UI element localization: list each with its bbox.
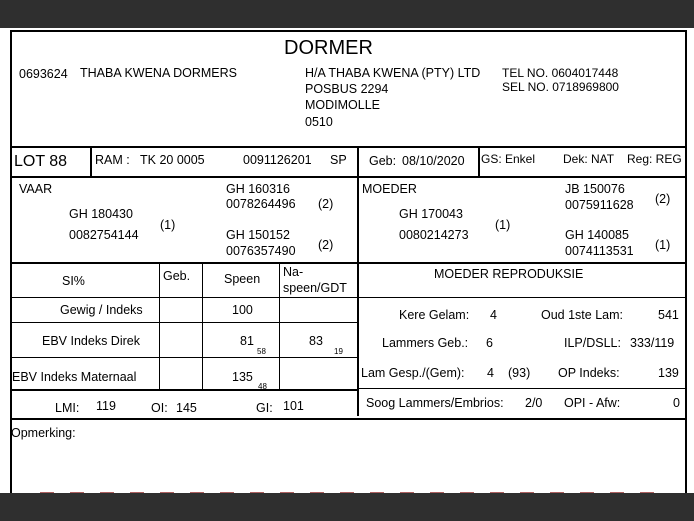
grid-line [10, 357, 358, 358]
gi-label: GI: [256, 401, 273, 415]
dam-sire-id: 0075911628 [565, 198, 634, 212]
grid-line [358, 388, 687, 389]
sire-id: 0082754144 [69, 228, 139, 242]
dam-sire-mark: (2) [655, 192, 671, 206]
sire-label: VAAR [19, 182, 53, 196]
dek-status: Dek: NAT [563, 152, 615, 166]
grid-line [10, 322, 358, 323]
divider [357, 176, 359, 416]
dam-mark: (1) [495, 218, 511, 232]
grid-line [10, 297, 358, 298]
ram-label: RAM : [95, 153, 130, 167]
dam-sire-tag: JB 150076 [565, 182, 625, 196]
speen-accuracy: 48 [258, 382, 267, 391]
dam-tag: GH 170043 [399, 207, 463, 221]
remark-label: Opmerking: [11, 426, 76, 440]
naspeen-value: 83 [309, 334, 323, 348]
divider [10, 389, 358, 391]
sire-mark: (1) [160, 218, 176, 232]
op-label: OP Indeks: [558, 366, 620, 380]
lmi-value: 119 [96, 399, 116, 413]
dam-dam-tag: GH 140085 [565, 228, 629, 242]
speen-accuracy: 58 [257, 347, 266, 356]
ilp-value: 333/119 [630, 336, 675, 350]
dam-id: 0080214273 [399, 228, 469, 242]
speen-value: 81 [240, 334, 254, 348]
gs-status: GS: Enkel [481, 152, 536, 166]
breeder-name: THABA KWENA DORMERS [80, 66, 237, 80]
soog-value: 2/0 [525, 396, 543, 410]
grid-line [202, 263, 203, 389]
row-label: EBV Indeks Maternaal [12, 370, 137, 384]
gi-value: 101 [283, 399, 304, 413]
naspeen-accuracy: 19 [334, 347, 343, 356]
oud-value: 541 [658, 308, 679, 322]
address-line-3: MODIMOLLE [305, 98, 381, 112]
divider [10, 176, 687, 178]
divider [10, 146, 687, 148]
divider [90, 146, 92, 176]
opi-label: OPI - Afw: [564, 396, 621, 410]
kere-label: Kere Gelam: [399, 308, 470, 322]
ram-tag: TK 20 0005 [140, 153, 205, 167]
birth-date: 08/10/2020 [402, 154, 465, 168]
col-naspeen-1: Na- [283, 265, 304, 279]
ilp-label: ILP/DSLL: [564, 336, 621, 350]
address-line-4: 0510 [305, 115, 333, 129]
reg-status: Reg: REG [627, 152, 682, 166]
repro-title: MOEDER REPRODUKSIE [434, 267, 584, 281]
address-line-2: POSBUS 2294 [305, 82, 389, 96]
lammers-value: 6 [486, 336, 493, 350]
dam-dam-id: 0074113531 [565, 244, 634, 258]
col-naspeen-2: speen/GDT [283, 281, 347, 295]
sire-sire-tag: GH 160316 [226, 182, 290, 196]
col-speen: Speen [224, 272, 261, 286]
sire-sire-id: 0078264496 [226, 197, 296, 211]
sire-dam-mark: (2) [318, 238, 334, 252]
lammers-label: Lammers Geb.: [382, 336, 469, 350]
tel-number: TEL NO. 0604017448 [502, 66, 619, 80]
grid-line [159, 263, 160, 389]
ram-id: 0091126201 [243, 153, 312, 167]
dam-dam-mark: (1) [655, 238, 671, 252]
gem-value: (93) [508, 366, 531, 380]
speen-value: 100 [232, 303, 253, 317]
birth-label: Geb: [369, 154, 397, 168]
dam-label: MOEDER [362, 182, 417, 196]
speen-value: 135 [232, 370, 253, 384]
col-si: SI% [62, 274, 85, 288]
opi-value: 0 [673, 396, 680, 410]
divider [10, 262, 687, 264]
divider [478, 146, 480, 176]
bottom-bar [0, 493, 694, 521]
gesp-value: 4 [487, 366, 494, 380]
gesp-label: Lam Gesp./(Gem): [361, 366, 465, 380]
col-geb: Geb. [163, 269, 191, 283]
op-value: 139 [658, 366, 679, 380]
lot-number: LOT 88 [14, 153, 68, 170]
cell-number: SEL NO. 0718969800 [502, 80, 619, 94]
oud-label: Oud 1ste Lam: [541, 308, 623, 322]
divider [357, 146, 359, 176]
address-line-1: H/A THABA KWENA (PTY) LTD [305, 66, 481, 80]
grid-line [358, 297, 687, 298]
sire-tag: GH 180430 [69, 207, 133, 221]
breed-title: DORMER [284, 37, 373, 59]
divider [10, 418, 687, 420]
sire-sire-mark: (2) [318, 197, 334, 211]
lmi-label: LMI: [55, 401, 80, 415]
soog-label: Soog Lammers/Embrios: [366, 396, 504, 410]
row-label: Gewig / Indeks [60, 303, 143, 317]
oi-label: OI: [151, 401, 168, 415]
row-label: EBV Indeks Direk [42, 334, 140, 348]
oi-value: 145 [176, 401, 197, 415]
grid-line [279, 263, 280, 389]
ram-code: SP [330, 153, 347, 167]
sire-dam-tag: GH 150152 [226, 228, 290, 242]
kere-value: 4 [490, 308, 497, 322]
sire-dam-id: 0076357490 [226, 244, 296, 258]
breeder-number: 0693624 [19, 67, 68, 81]
